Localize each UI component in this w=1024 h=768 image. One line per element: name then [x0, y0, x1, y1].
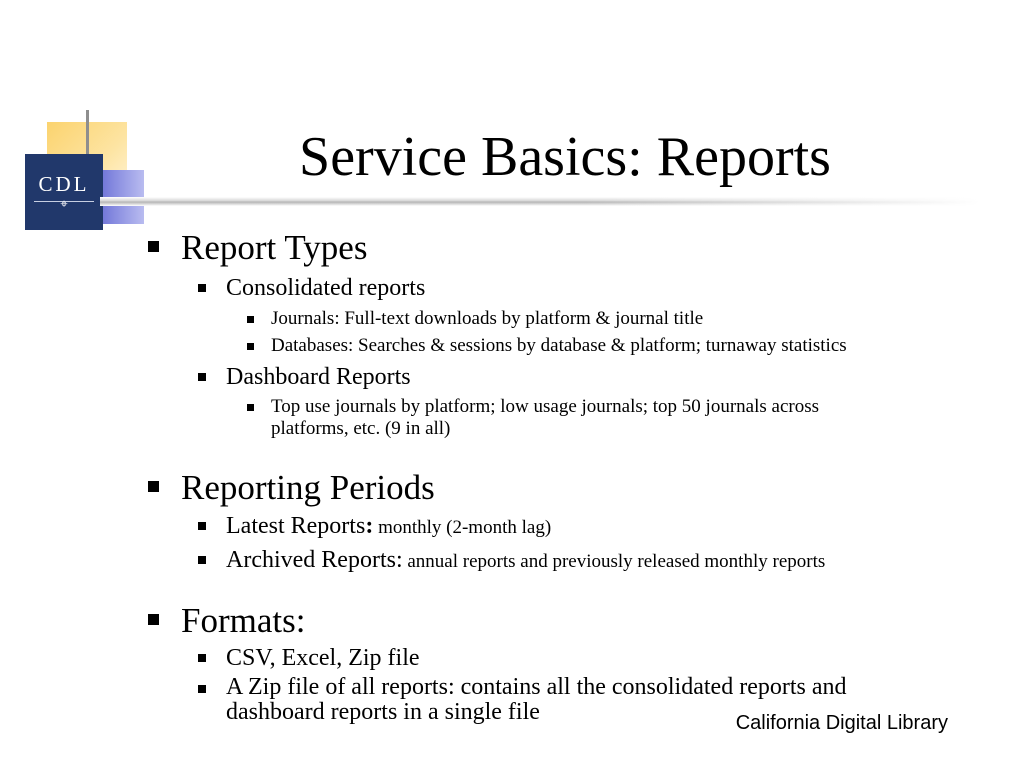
bullet-square-icon: [148, 241, 159, 252]
bullet-square-icon: [198, 556, 206, 564]
bullet-text: Dashboard Reports: [226, 364, 411, 390]
bullet-square-icon: [198, 284, 206, 292]
bullet-text-line1: Top use journals by platform; low usage journals; top 50 journals across: [271, 396, 819, 417]
bullet-square-icon: [198, 522, 206, 530]
footer-organization: California Digital Library: [735, 712, 948, 734]
bullet-square-icon: [148, 614, 159, 625]
bullet-label: Latest Reports: [226, 513, 366, 539]
bullet-square-icon: [148, 481, 159, 492]
bullet-latest-reports: [226, 512, 551, 542]
bullet-consolidated-reports: [226, 274, 425, 302]
bullet-report-types: [181, 228, 367, 268]
bullet-square-icon: [247, 343, 254, 350]
bullet-reporting-periods: [181, 468, 435, 508]
bullet-text: Journals: Full-text downloads by platform & journal title: [271, 308, 704, 329]
bullet-journals: [271, 308, 703, 330]
bullet-text: CSV, Excel, Zip file: [226, 645, 420, 671]
bullet-square-icon: [198, 654, 206, 662]
bullet-text: Databases: Searches & sessions by database & platform; turnaway statistics: [271, 335, 847, 356]
bullet-square-icon: [247, 404, 254, 411]
bullet-colon: :: [365, 513, 374, 539]
bullet-text-line2: dashboard reports in a single file: [226, 699, 540, 725]
bullet-detail: monthly (2-month lag): [373, 517, 552, 538]
bullet-dashboard-reports: [226, 363, 411, 391]
bullet-formats: [181, 601, 305, 641]
cdl-logo-text: CDL: [38, 172, 90, 196]
bullet-text-line1: A Zip file of all reports: contains all the consolidated reports and: [226, 674, 847, 700]
bullet-text: Consolidated reports: [226, 275, 426, 301]
bullet-text: Reporting Periods: [181, 468, 435, 507]
title-underline-fade: [100, 197, 980, 206]
bullet-square-icon: [247, 316, 254, 323]
logo-mark-icon: ⌖: [60, 197, 68, 212]
bullet-archived-reports: [226, 546, 825, 576]
bullet-square-icon: [198, 373, 206, 381]
bullet-square-icon: [198, 685, 206, 693]
bullet-text: Report Types: [181, 228, 368, 267]
bullet-text-line2: platforms, etc. (9 in all): [271, 418, 451, 439]
bullet-dashboard-detail: [271, 396, 819, 440]
slide-title: Service Basics: Reports: [299, 126, 831, 188]
bullet-detail: annual reports and previously released monthly reports: [402, 551, 826, 572]
bullet-databases: [271, 335, 847, 357]
bullet-format-types: [226, 644, 420, 672]
bullet-text: Formats:: [181, 601, 306, 640]
bullet-label: Archived Reports:: [226, 547, 403, 573]
